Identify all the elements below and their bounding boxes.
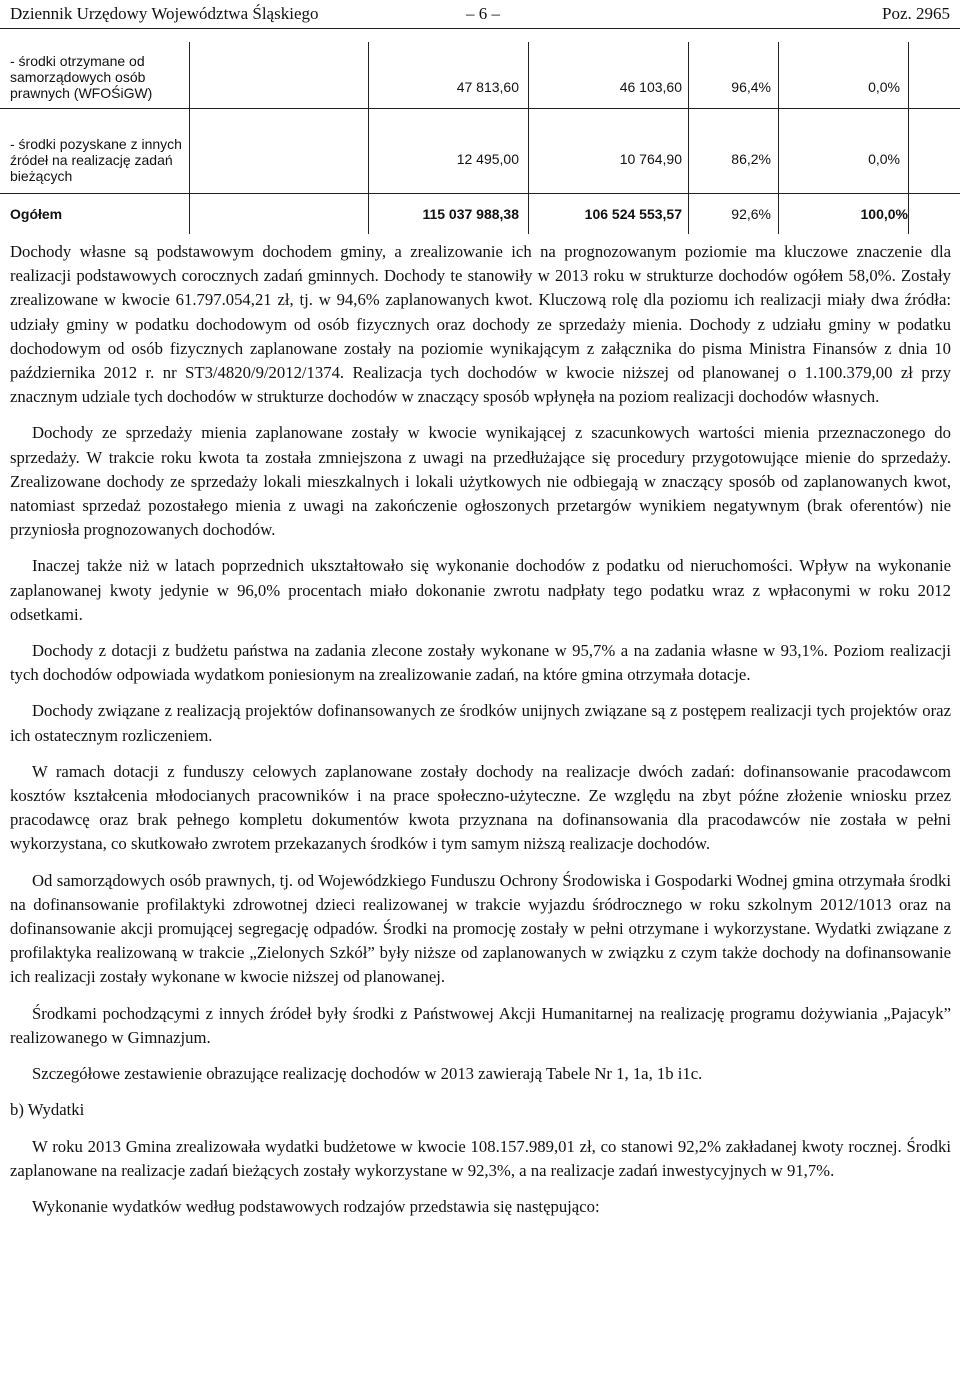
paragraph-other-sources: Środkami pochodzącymi z innych źródeł były środki z Państwowej Akcji Humanitarnej na realizację programu dożywiania „Pajacyk” realizowanego w Gimnazjum.: [10, 1003, 951, 1047]
structure-value: 0,0%: [868, 79, 900, 95]
total-percent-value: 92,6%: [731, 206, 771, 222]
paragraph-property-sale: Dochody ze sprzedaży mienia zaplanowane zostały w kwocie wynikającej z szacunkowych wartości mienia przeznaczonego do sprzedaży. W trakcie roku kwota ta została zmniejszona z uwagi na przedłużające się procedury przygotowujące mienie do sprzedaży. Zrealizowane dochody ze sprzedaży lokali mieszkalnych i lokali użytkowych nie odbiegają w znaczący sposób od zaplanowanych kwot, natomiast sprzedaż pozostałego mienia z uwagi na zakończenie ogłoszonych przetargów wynikiem negatywnym (brak oferentów) nie przyniosła prognozowanych dochodów.: [10, 423, 951, 540]
plan-value: 12 495,00: [456, 151, 519, 167]
paragraph-own-income: Dochody własne są podstawowym dochodem gminy, a zrealizowanie ich na prognozowanym poziomie ma kluczowe znaczenie dla realizacji podstawowych corocznych zadań gminnych. Dochody te stanowiły w 2013 roku w strukturze dochodów ogółem 58,0%. Zostały zrealizowane w kwocie 61.797.054,21 zł, tj. w 94,6% zaplanowanych kwot. Kluczową rolę dla poziomu ich realizacji miały dwa źródła: udziały gminy w podatku dochodowym od osób fizycznych oraz dochody ze sprzedaży mienia. Dochody z udziału gminy w podatku dochodowym od osób fizycznych zaplanowane zostały na poziomie wynikającym z załącznika do pisma Ministra Finansów z dnia 10 października 2012 r. nr ST3/4820/9/2012/1374. Realizacja tych dochodów w kwocie niższej od planowanej o 1.100.379,00 zł przy znacznym udziale tych dochodów w strukturze dochodów w znaczący sposób wpłynęła na poziom realizacji dochodów własnych.: [10, 242, 951, 407]
table-divider: [688, 42, 689, 234]
table-divider: [0, 108, 960, 109]
paragraph-target-funds: W ramach dotacji z funduszy celowych zaplanowane zostały dochody na realizacje dwóch zadań: dofinansowanie pracodawcom kosztów kształcenia młodocianych pracowników i na prace społeczno-użyteczne. Ze względu na zbyt późne złożenie wniosku przez pracodawcę oraz brak pełnego kompletu dokumentów kwota przyznana na dofinansowania dla pracodawców nie została w pełni wykorzystana, co skutkowało zwrotem przekazanych środków i tym samym niższą realizacje dochodów.: [10, 761, 951, 854]
row-label: - środki otrzymane od samorządowych osób prawnych (WFOŚiGW): [10, 53, 153, 101]
percent-value: 86,2%: [731, 151, 771, 167]
paragraph-local-legal-entities: Od samorządowych osób prawnych, tj. od Wojewódzkiego Funduszu Ochrony Środowiska i Gospodarki Wodnej gmina otrzymała środki na dofinansowanie profilaktyki zdrowotnej dzieci realizowanej w trakcie wyjazdu śródrocznego w roku szkolnym 2012/1013 oraz na dofinansowanie akcji promującej segregację odpadów. Środki na promocję zostały w pełni otrzymane i wykorzystane. Wydatki związane z profilaktyka realizowaną w trakcie „Zielonych Szkół” były niższe od zaplanowanych w związku z czym także dochody na dofinansowanie ich realizacji zostały wykonane w kwocie niższej od planowanej.: [10, 870, 951, 987]
structure-value: 0,0%: [868, 151, 900, 167]
paragraph-tables-reference: Szczegółowe zestawienie obrazujące realizację dochodów w 2013 zawierają Tabele Nr 1, 1a, 1b i1c.: [32, 1064, 703, 1084]
table-divider: [528, 42, 529, 234]
total-executed-value: 106 524 553,57: [584, 206, 682, 222]
journal-title: Dziennik Urzędowy Województwa Śląskiego: [10, 4, 319, 23]
table-divider: [0, 193, 960, 194]
total-structure-value: 100,0%: [860, 206, 908, 222]
paragraph-property-tax: Inaczej także niż w latach poprzednich ukształtowało się wykonanie dochodów z podatku od nieruchomości. Wpływ na wykonanie zaplanowanej kwoty jedynie w 96,0% procentach miało dokonanie zwrotu nadpłaty tego podatku wraz z wpłaconymi w roku 2012 odsetkami.: [10, 556, 951, 624]
paragraph-expenditures: W roku 2013 Gmina zrealizowała wydatki budżetowe w kwocie 108.157.989,01 zł, co stanowi 92,2% zakładanej kwoty rocznej. Środki zaplanowane na realizacje zadań bieżących zostały wykorzystane w 92,3%, a na realizacje zadań inwestycyjnych w 91,7%.: [10, 1136, 951, 1180]
page-number: – 6 –: [466, 4, 500, 23]
total-label: Ogółem: [10, 206, 63, 222]
table-divider: [778, 42, 779, 234]
row-label: - środki pozyskane z innych źródeł na realizację zadań bieżących: [10, 136, 182, 184]
plan-value: 47 813,60: [456, 79, 519, 95]
paragraph-expenditures-intro: Wykonanie wydatków według podstawowych rodzajów przedstawia się następująco:: [32, 1196, 600, 1216]
section-heading: b) Wydatki: [10, 1100, 85, 1120]
executed-value: 10 764,90: [619, 151, 682, 167]
table-divider: [908, 42, 909, 234]
percent-value: 96,4%: [731, 79, 771, 95]
paragraph-state-grants: Dochody z dotacji z budżetu państwa na zadania zlecone zostały wykonane w 95,7% a na zadania własne w 93,1%. Poziom realizacji tych dochodów odpowiada wydatkom poniesionym na zrealizowanie zadań, na które gmina otrzymała dotacje.: [10, 641, 951, 685]
table-divider: [368, 42, 369, 234]
total-plan-value: 115 037 988,38: [422, 206, 519, 222]
paragraph-eu-projects: Dochody związane z realizacją projektów dofinansowanych ze środków unijnych związane są z postępem realizacji tych projektów oraz ich ostatecznym rozliczeniem.: [10, 701, 951, 745]
body-text: [10, 240, 951, 1219]
position-number: Poz. 2965: [882, 4, 950, 23]
page-header: [0, 0, 960, 29]
executed-value: 46 103,60: [619, 79, 682, 95]
income-table: [0, 28, 960, 234]
